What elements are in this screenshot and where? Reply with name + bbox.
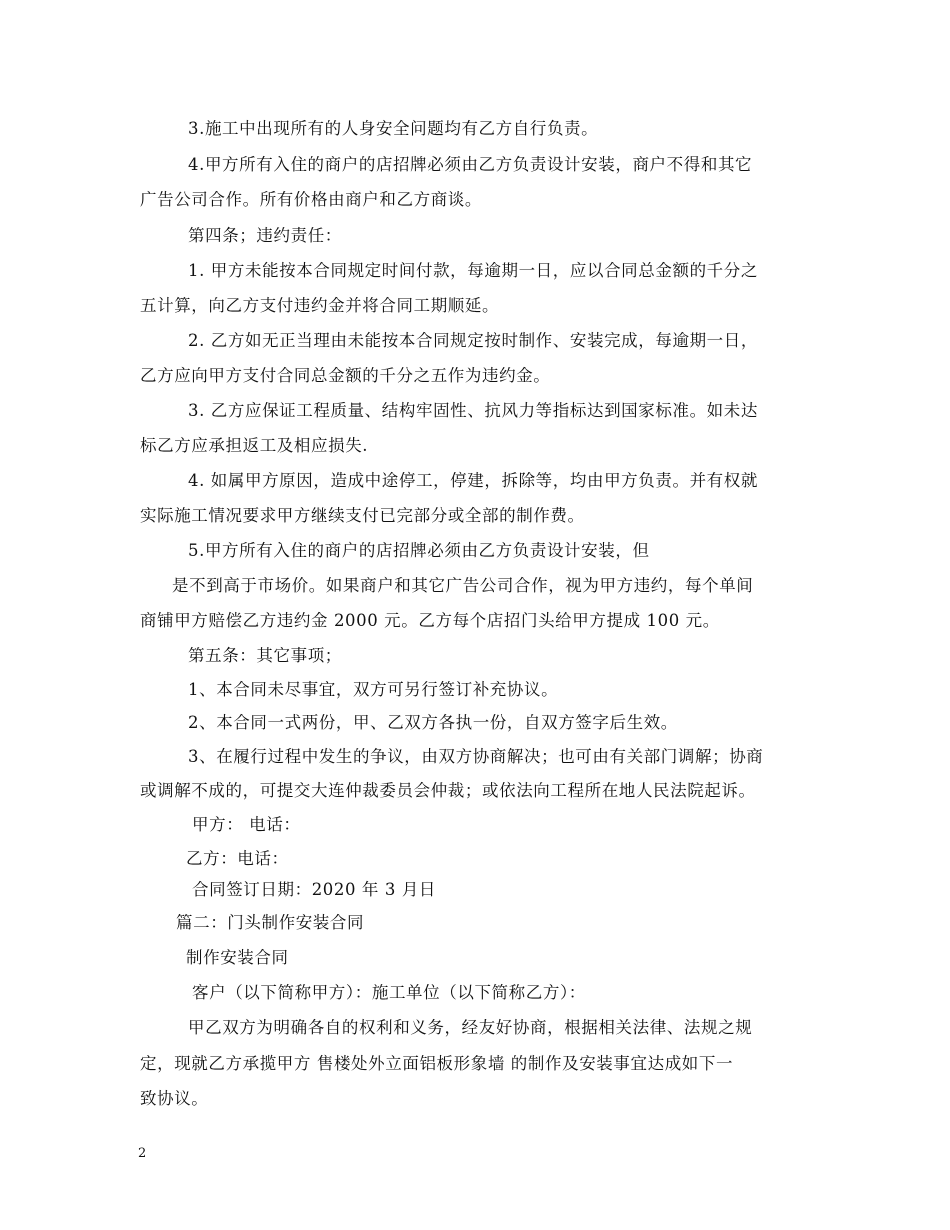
paragraph-line: 甲乙双方为明确各自的权利和义务，经友好协商，根据相关法律、法规之规 <box>188 1018 753 1037</box>
signing-date: 合同签订日期：2020 年 3 月日 <box>192 880 437 899</box>
paragraph-line: 五计算，向乙方支付违约金并将合同工期顺延。 <box>140 296 500 315</box>
paragraph-line: 广告公司合作。所有价格由商户和乙方商谈。 <box>140 190 482 209</box>
paragraph-line: 4.甲方所有入住的商户的店招牌必须由乙方负责设计安装，商户不得和其它 <box>188 155 753 174</box>
paragraph-line: 实际施工情况要求甲方继续支付已完部分或全部的制作费。 <box>140 506 585 525</box>
paragraph-line: 3、在履行过程中发生的争议，由双方协商解决；也可由有关部门调解；协商 <box>188 747 764 766</box>
contract-title: 制作安装合同 <box>186 948 289 967</box>
paragraph-line: 3. 乙方应保证工程质量、结构牢固性、抗风力等指标达到国家标准。如未达 <box>188 401 758 420</box>
paragraph-line: 致协议。 <box>140 1089 209 1108</box>
signature-party-b: 乙方：电话： <box>186 849 289 868</box>
paragraph-line: 标乙方应承担返工及相应损失. <box>140 436 369 455</box>
page-number: 2 <box>138 1146 147 1161</box>
paragraph-line: 1、本合同未尽事宜，双方可另行签订补充协议。 <box>188 680 559 699</box>
paragraph-line: 2、本合同一式两份，甲、乙双方各执一份，自双方签字后生效。 <box>188 713 678 732</box>
party-definitions: 客户（以下简称甲方）：施工单位（以下简称乙方）： <box>192 983 586 1002</box>
signature-party-a: 甲方： 电话： <box>192 815 301 834</box>
paragraph-line: 或调解不成的，可提交大连仲裁委员会仲裁；或依法向工程所在地人民法院起诉。 <box>140 781 756 800</box>
paragraph-line: 5.甲方所有入住的商户的店招牌必须由乙方负责设计安装，但 <box>188 541 650 560</box>
chapter-heading: 篇二：门头制作安装合同 <box>176 913 365 932</box>
paragraph-line: 1. 甲方未能按本合同规定时间付款，每逾期一日，应以合同总金额的千分之 <box>188 261 758 280</box>
section-heading: 第四条；违约责任： <box>188 226 342 245</box>
section-heading: 第五条：其它事项； <box>188 646 342 665</box>
paragraph-line: 定，现就乙方承揽甲方 售楼处外立面铝板形象墙 的制作及安装事宜达成如下一 <box>140 1054 734 1073</box>
paragraph-line: 是不到高于市场价。如果商户和其它广告公司合作，视为甲方违约，每个单间 <box>172 576 754 595</box>
paragraph-line: 商铺甲方赔偿乙方违约金 2000 元。乙方每个店招门头给甲方提成 100 元。 <box>140 611 720 630</box>
paragraph-line: 3.施工中出现所有的人身安全问题均有乙方自行负责。 <box>188 119 599 138</box>
paragraph-line: 2. 乙方如无正当理由未能按本合同规定按时制作、安装完成，每逾期一日， <box>188 331 758 350</box>
paragraph-line: 乙方应向甲方支付合同总金额的千分之五作为违约金。 <box>140 366 551 385</box>
paragraph-line: 4. 如属甲方原因，造成中途停工，停建，拆除等，均由甲方负责。并有权就 <box>188 471 758 490</box>
